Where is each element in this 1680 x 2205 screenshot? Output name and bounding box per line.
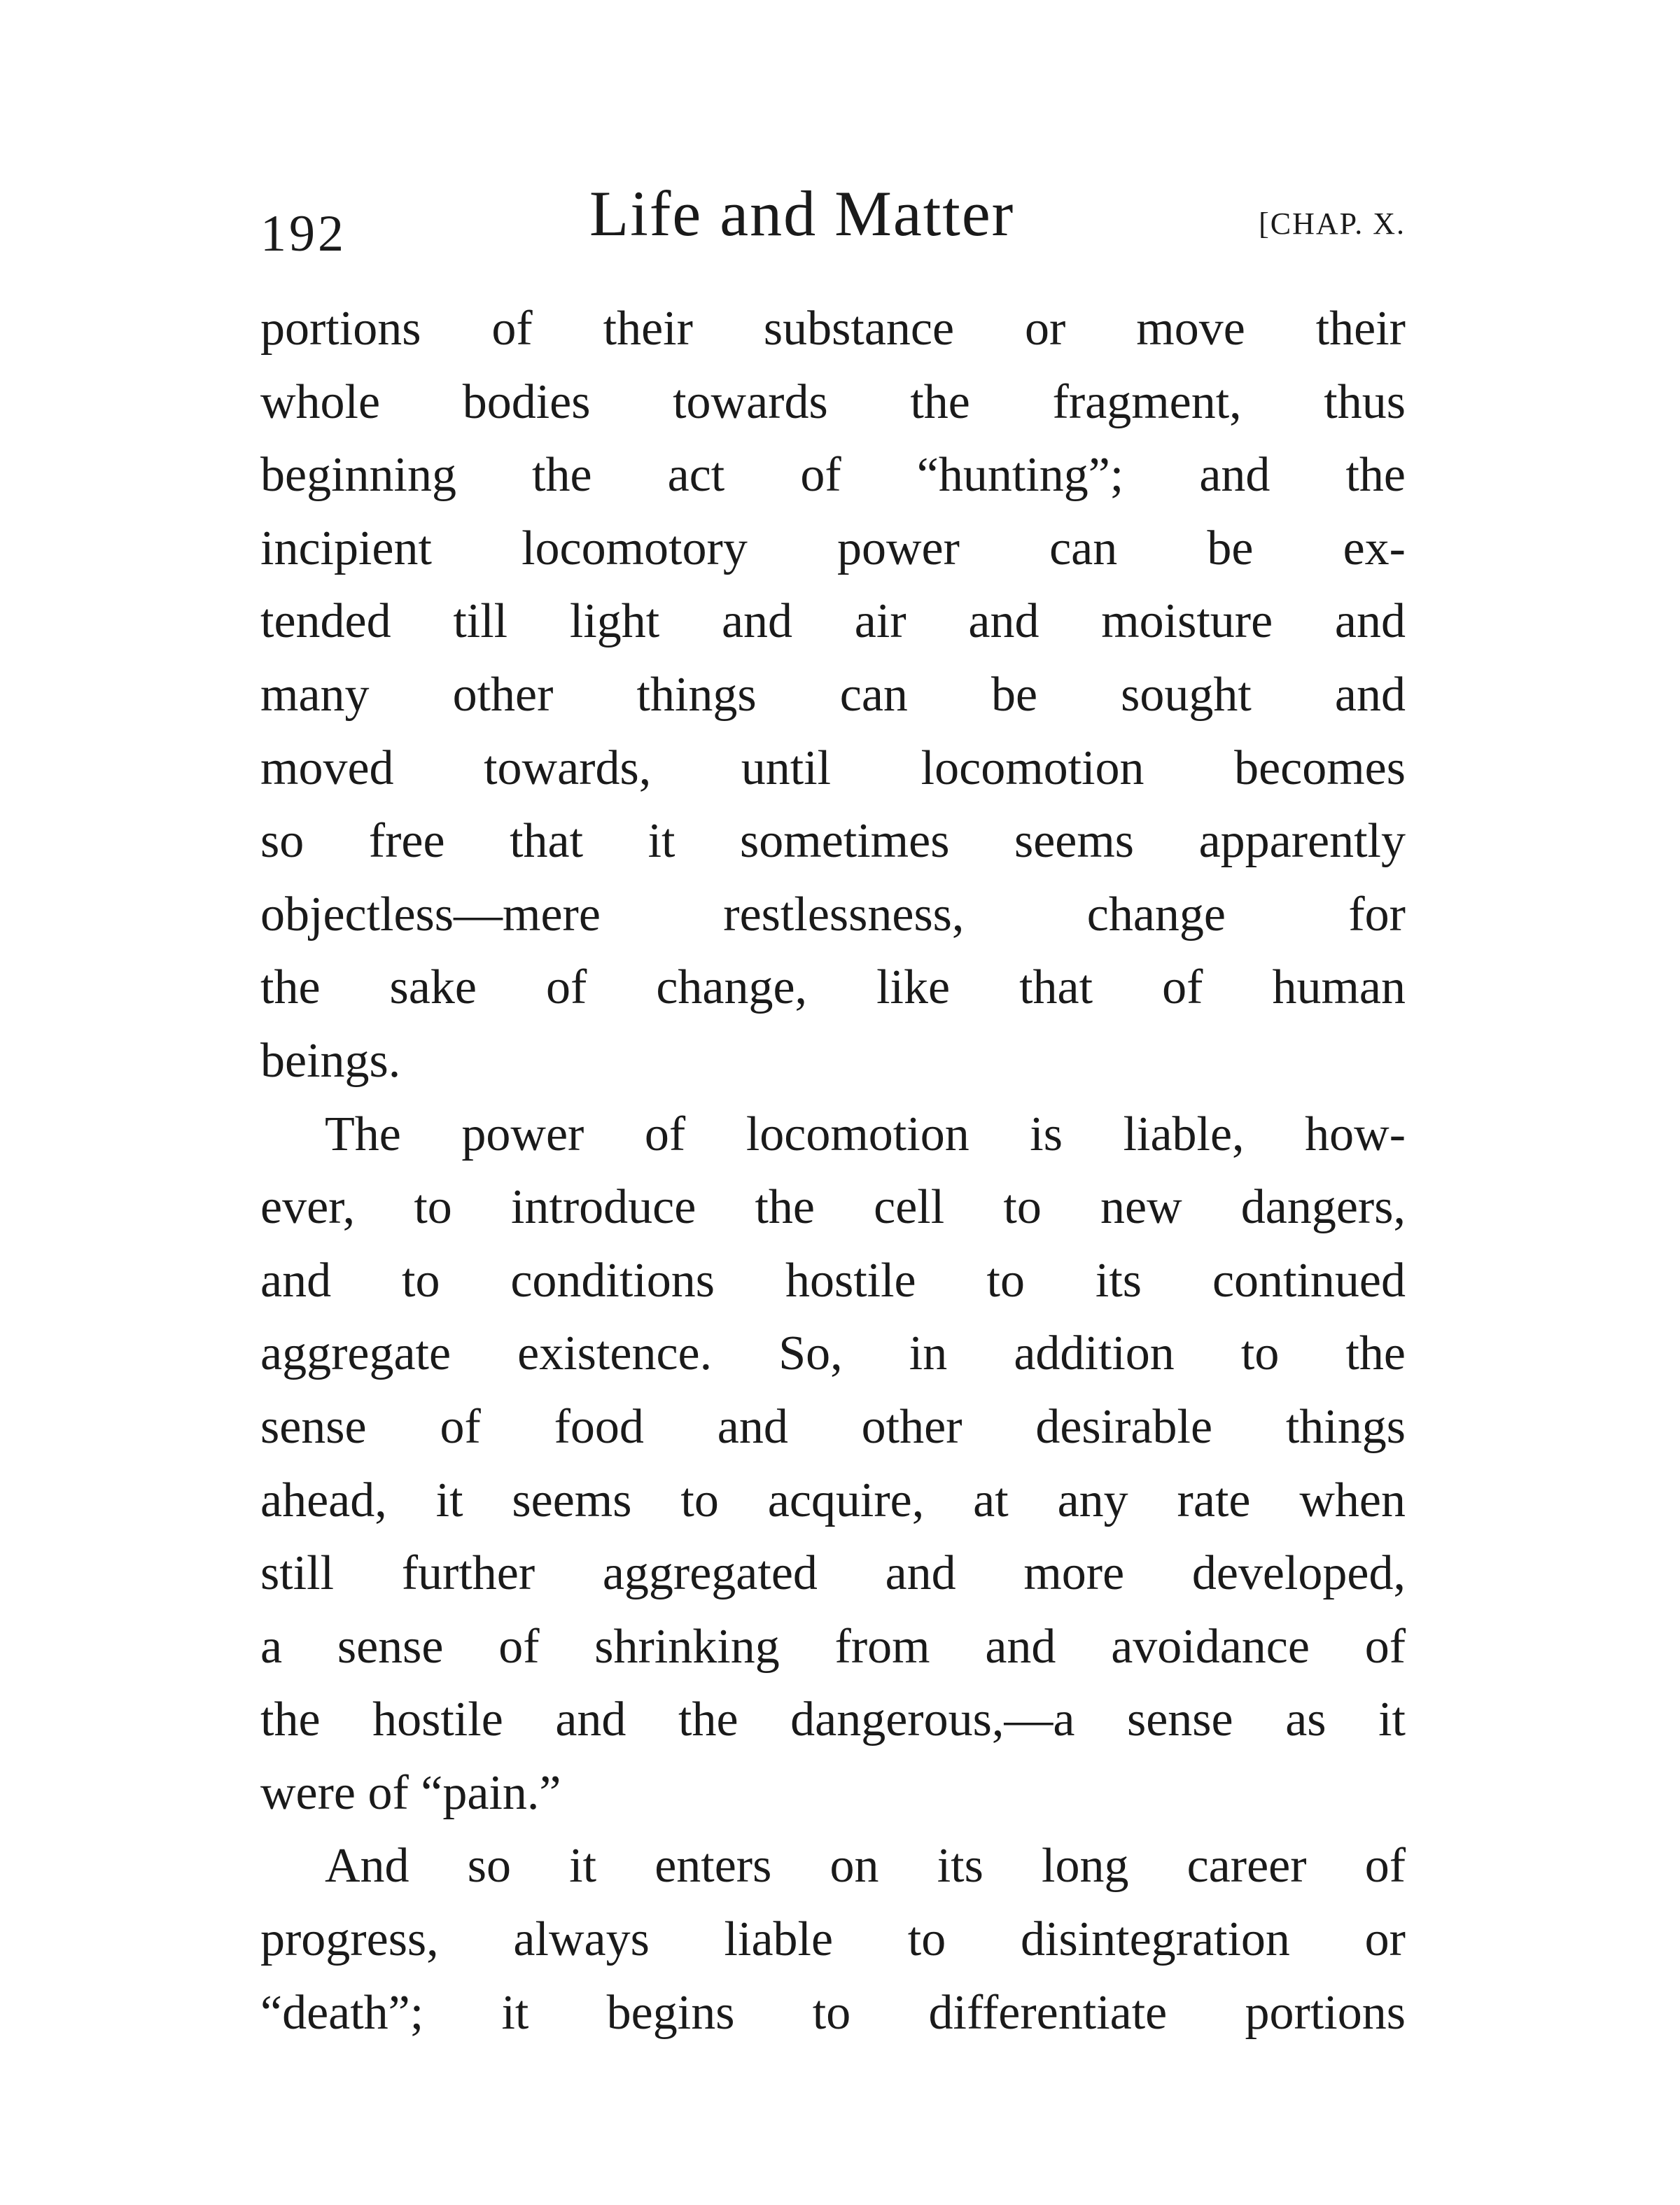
text-line: the sake of change, like that of human [260, 960, 1406, 1015]
text-line: still further aggregated and more developed, [260, 1546, 1406, 1601]
chapter-reference: [CHAP. X. [1259, 206, 1406, 241]
page-number: 192 [260, 205, 346, 262]
text-line: so free that it sometimes seems apparently [260, 814, 1406, 869]
text-line: ahead, it seems to acquire, at any rate when [260, 1473, 1406, 1527]
page-header [260, 162, 1406, 262]
text-line: incipient locomotory power can be ex- [260, 521, 1406, 575]
running-title: Life and Matter [589, 178, 1015, 249]
text-line: a sense of shrinking from and avoidance of [260, 1619, 1406, 1674]
text-line: aggregate existence. So, in addition to the [260, 1326, 1406, 1381]
paragraph-start-line: The power of locomotion is liable, how- [325, 1107, 1406, 1161]
text-line: beings. [260, 1033, 401, 1088]
text-line: many other things can be sought and [260, 667, 1406, 722]
text-line: were of “pain.” [260, 1765, 561, 1820]
text-line: moved towards, until locomotion becomes [260, 741, 1406, 795]
text-line: whole bodies towards the fragment, thus [260, 374, 1406, 429]
text-line: tended till light and air and moisture and [260, 594, 1406, 649]
paragraph-start-line: And so it enters on its long career of [325, 1839, 1406, 1893]
text-line: and to conditions hostile to its continued [260, 1253, 1406, 1308]
text-line: portions of their substance or move their [260, 302, 1406, 356]
text-line: objectless—mere restlessness, change for [260, 887, 1406, 941]
body-text [260, 293, 1406, 2050]
text-line: sense of food and other desirable things [260, 1399, 1406, 1454]
text-line: “death”; it begins to differentiate portions [260, 1985, 1406, 2040]
text-line: progress, always liable to disintegration or [260, 1912, 1406, 1967]
text-line: beginning the act of “hunting”; and the [260, 448, 1406, 503]
text-line: ever, to introduce the cell to new dangers, [260, 1180, 1406, 1235]
text-line: the hostile and the dangerous,—a sense as it [260, 1693, 1406, 1747]
